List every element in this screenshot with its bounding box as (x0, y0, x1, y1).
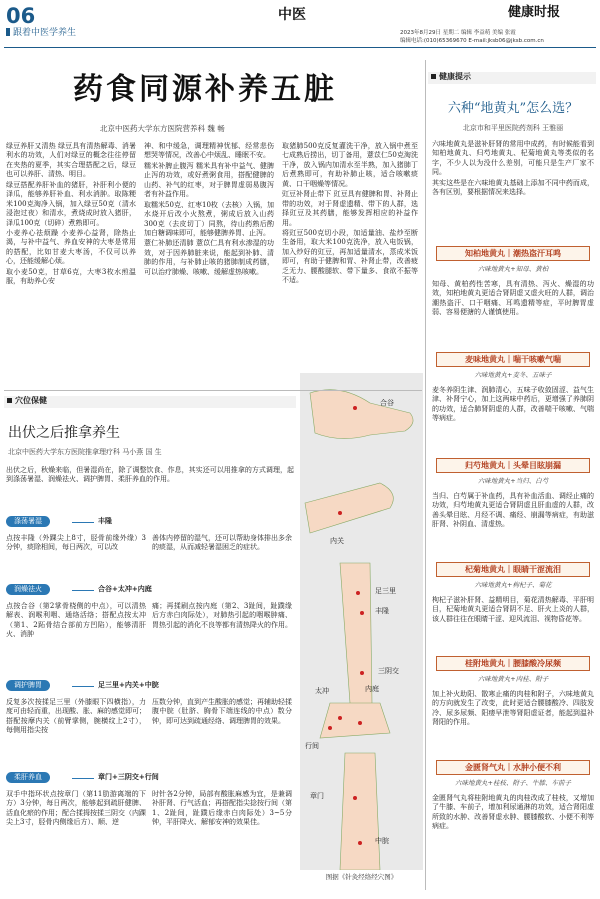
label-hegu: 合谷 (380, 399, 394, 407)
pill-heading: 归芍地黄丸｜头晕目眩崩漏 (436, 458, 590, 473)
page-number: 06 (6, 4, 36, 28)
paragraph: 取小麦50克，甘草6克，大枣3枚水煎温服，有助养心安 (6, 267, 136, 286)
pill-body: 当归、白芍属于补血药，具有补血活血、调经止痛的功效，归芍地黄丸更适合肾阴虚且肝血虚的人群，改善头晕目眩、月经不调、痛经、崩漏等病症，有助滋肝肾、补阴血、清虚热。 (432, 492, 594, 529)
paragraph: 取糯米50克、红枣10枚（去核）入锅，加水烧开后改小火熬煮，粥成后放入山药300克（去皮切丁）同熬，待山药熟后酌加白糖调味即可，能够健脾养胃、止泻。 (144, 200, 274, 237)
square-icon (431, 74, 436, 79)
paragraph: 绿豆搭配养肝补血的猪肝，补肝利小便的泽瓜，能够养肝补血、利水消肿。取陈粳米100克淘净入锅，加入绿豆50克（清水浸泡过夜）和清水，煮烧成时放入猪肝，泽瓜100克（切碎）煮熟即可。 (6, 180, 136, 227)
tag-pill (6, 516, 50, 527)
item-text-left: 双手中指环状点按章门（第11肋游离端的下方）3分钟，每日两次，能够起到疏肝健脾、活血化瘀的作用；配合揉拇按揉三阴交（内踝尖上3寸，胫骨内侧缘后方）、顺、逆 (6, 790, 146, 827)
tag-pill (6, 772, 50, 783)
label-neiguan: 内关 (330, 537, 344, 545)
label-zhangmen: 章门 (310, 792, 324, 800)
label-fenglong: 丰隆 (375, 607, 389, 615)
item-text-left: 点按合谷（第2掌骨桡侧的中点），可以清热解表、润喉利咽、通络活络；搭配点按太冲（第1、2跖骨结合部前方凹陷），能够清肝火、消肿 (6, 602, 146, 639)
paragraph: 小麦养心祛烦躁 小麦养心益肾，除热止渴，与补中益气、养血安神的大枣是常用的搭配，比如甘麦大枣汤，不仅可以养心，还能缓解心烦。 (6, 228, 136, 266)
paragraph: 六味地黄丸是滋补肝肾的常用中成药，有时候能看到知柏地黄丸、归芍地黄丸、杞菊地黄丸等类似的名字，不少人以为没什么差别，可能只是生产厂家不同。 (432, 140, 594, 177)
pill-formula: 六味地黄丸+麦冬、五味子 (474, 371, 552, 379)
tag-label: 柔肝养血 (6, 772, 50, 783)
acupoint-section-label (4, 396, 296, 408)
right-title: 六种“地黄丸”怎么选？ (447, 101, 579, 116)
column-divider (425, 60, 426, 890)
item-text-right: 善体内停留的湿气，还可以帮助身体排出多余的痰湿，从而减轻暑湿困乏的症状。 (152, 534, 292, 552)
section-divider (4, 390, 422, 391)
column-subhead (6, 27, 76, 39)
pill-heading: 桂附地黄丸｜腰膝酸冷尿频 (436, 656, 590, 671)
tag-label: 润燥祛火 (6, 584, 50, 595)
paragraph: 豇豆补肾止带下 豇豆具有健脾和胃、补肾止带的功效，对于肾虚遗精、带下的人群，选择豇豆及其药膳，能够发挥相应的补益作用。 (282, 190, 418, 227)
pill-formula: 六味地黄丸+桂枝、附子、牛膝、车前子 (455, 779, 571, 787)
item-text-right: 压数分钟，直到产生酸胀的感觉；再辅助轻揉腹中脘（肚脐、胸骨下端连线的中点）数分钟，即可达到疏通经络、调理脾胃的效果。 (152, 698, 292, 725)
arrow-line (72, 778, 94, 779)
tag-pill (6, 584, 50, 595)
pill-body: 加上补火助阳、散寒止痛的肉桂和附子，六味地黄丸的方向就发生了改变，此时更适合腰膝酸冷、四肢发冷、尿多尿频、阳痿早泄等肾阳虚证者，能起到温补肾阳的作用。 (432, 690, 594, 727)
bar-icon (6, 28, 10, 36)
label-neiting: 内庭 (365, 685, 379, 693)
tag-label: 涤荡暑湿 (6, 516, 50, 527)
tag-pill (6, 680, 50, 691)
acupoint-intro: 出伏之后，秋燥来临，但暑湿尚在，除了调整饮食、作息，其实还可以用推拿的方式调理，起到涤荡暑湿、润燥祛火、调护脾胃、柔肝养血的作用。 (6, 466, 294, 484)
point-names: 章门+三阴交+行间 (98, 773, 159, 781)
paragraph: 其实这些是在六味地黄丸基础上添加不同中药而成，各有区别，要根据情况来选择。 (432, 178, 594, 197)
tag-label: 调护脾胃 (6, 680, 50, 691)
article-col-2 (144, 142, 274, 278)
article-col-1 (6, 142, 136, 288)
acupoint-byline: 北京中医药大学东方医院推拿理疗科 马小燕 国 生 (8, 448, 162, 456)
contact-meta: 编辑电话:(010)65369670 E-mail:jksb06@jksb.com.cn (400, 38, 544, 44)
item-text-left: 反复多次按揉足三里（外膝眼下四横指），力度可由轻而重，出现酸、胀、麻的感觉即可；搭配按摩内关（前臂掌侧，腕横纹上2寸），每侧用指尖按 (6, 698, 146, 735)
right-byline: 北京市和平里医院药剂科 王雅丽 (462, 124, 564, 132)
newspaper-logo: 健康时报 (508, 5, 561, 20)
pill-body: 金匮肾气丸将桂附地黄丸的肉桂改成了桂枝，又增加了牛膝、车前子，增加利尿通淋的功效，适合肾阳虚所致的水肿、改善肾虚水肿、腰膝酸软、小便不利等病症。 (432, 794, 594, 831)
item-text-right: 痛；再揉刷点按内庭（第2、3趾间，趾蹼缘后方赤白肉际处），对肺热引起的咽喉肿痛、胃热引起的消化不良等都有清热降火的作用。 (152, 602, 292, 629)
paragraph: 将豇豆500克切小段，加适量油、盐炒至断生备用，取大米100克洗净，放入电饭锅，加入炒好的豇豆，再加适量清水，蒸成米饭即可，有助于健脾和胃、补肾止带，改善疲乏无力、腰酸腿软、带下量多、食欲不振等不适。 (282, 228, 418, 285)
right-intro (432, 140, 594, 199)
pill-heading: 金匮肾气丸｜水肿小便不利 (436, 760, 590, 775)
section-name: 中医 (278, 7, 306, 23)
paragraph: 取猪肺500克反复灌洗干净，放入锅中煮至七成熟后捞出，切丁备用，薏苡仁50克淘洗干净，放入锅内加清水至半熟，加入猪肺丁后煮熟即可，有助补肺止咳，适合咳嗽痰黄、口干咽燥等情况。 (282, 142, 418, 188)
health-tip-label (428, 72, 596, 84)
acupoint-title: 出伏之后推拿养生 (8, 425, 120, 441)
section-label-text: 穴位保健 (15, 396, 47, 405)
arrow-line (72, 522, 94, 523)
arrow-line (72, 590, 94, 591)
paragraph: 糯米补脾止腹泻 糯米具有补中益气、健脾止泻的功效，或好煮粥食用，搭配健脾的山药、补气的红枣，对于脾胃虚弱易腹泻者有补益作用。 (144, 161, 274, 199)
pill-formula: 六味地黄丸+枸杞子、菊花 (474, 581, 552, 589)
pill-body: 知母、黄柏药性苦寒，具有清热、泻火、燥湿的功效，知柏地黄丸更适合肾阴虚又虚火旺的人群，调治潮热盗汗、口干咽痛、耳鸣遗精等症，平时脾胃虚弱、容易便溏的人谨慎使用。 (432, 280, 594, 317)
acupoint-illustration (300, 373, 423, 870)
section-label-text: 健康提示 (439, 72, 471, 81)
square-icon (7, 398, 12, 403)
item-text-left: 点按丰隆（外踝尖上8寸，胫骨前缘外缘）3分钟，痰除相间，每日两次，可以改 (6, 534, 146, 552)
figure-caption: 图据《针灸经络经穴图》 (325, 873, 398, 881)
main-title: 药食同源补养五脏 (73, 72, 337, 107)
pill-heading: 知柏地黄丸｜潮热盗汗耳鸣 (436, 246, 590, 261)
point-names: 合谷+太冲+内庭 (98, 585, 152, 593)
issue-meta: 2023年8月29日 星期二 编辑 李益萌 美编 张霞 (400, 30, 516, 36)
label-zusanli: 足三里 (375, 587, 396, 595)
label-xingjian: 行间 (305, 742, 319, 750)
label-sanyinjiao: 三阴交 (378, 667, 399, 675)
pill-formula: 六味地黄丸+肉桂、附子 (477, 675, 549, 683)
pill-body: 枸杞子滋补肝肾、益精明目，菊花清热解毒、平肝明目，杞菊地黄丸更适合肾阴不足、肝火上炎的人群，该人群往往在眼睛干涩、迎风流泪、视物昏花等。 (432, 596, 594, 623)
subhead-text: 跟着中医学养生 (13, 28, 77, 38)
acupoint-figure (300, 373, 423, 870)
page-header (0, 0, 600, 44)
pill-heading: 麦味地黄丸｜喘干咳嗽气喘 (436, 352, 590, 367)
label-taichong: 太冲 (315, 687, 329, 695)
pill-body: 麦冬养阴生津、润肺清心，五味子收敛固涩、益气生津、补肾宁心，加上这两味中药后，更增强了养肺阴的功效，适合肺肾阴虚的人群，改善喘干咳嗽、气喘等病症。 (432, 386, 594, 423)
point-names: 丰隆 (98, 517, 112, 525)
arrow-line (72, 686, 94, 687)
point-names: 足三里+内关+中脘 (98, 681, 159, 689)
paragraph: 薏仁补肺还清肺 薏苡仁具有利水渗湿的功效，对于因养肺脏来说，能起到补肺、清肺的作用，与补肺止咳的猪肺制成药膳，可以治疗肺燥、咳嗽、缓解虚热咳嗽。 (144, 239, 274, 276)
pill-heading: 杞菊地黄丸｜眼睛干涩流泪 (436, 562, 590, 577)
item-text-right: 时针各2分钟，局部有酸胀麻感为宜，是兼调补肝肾、行气活血；再搭配指尖捻按行间（第1、2趾间，趾蹼后缘赤白肉际处）3~5分钟，平肝降火、解郁安神的效果佳。 (152, 790, 292, 827)
paragraph: 绿豆养肝又清热 绿豆具有清热解毒、消暑利水的功效，人们对绿豆的概念往往停留在夹热的夏季，其实合理搭配之后，绿豆也可以养肝、清热、明目。 (6, 142, 136, 179)
article-col-3 (282, 142, 418, 287)
paragraph: 神、和中缓急，调理精神忧郁、经常悲伤想哭等情况，改善心中烦乱、睡眠不安。 (144, 142, 274, 160)
label-zhongwan: 中脘 (375, 837, 389, 845)
main-byline: 北京中医药大学东方医院营养科 魏 畅 (100, 124, 225, 133)
pill-formula: 六味地黄丸+知母、黄柏 (477, 265, 549, 273)
header-rule (4, 47, 596, 48)
pill-formula: 六味地黄丸+当归、白芍 (477, 477, 549, 485)
